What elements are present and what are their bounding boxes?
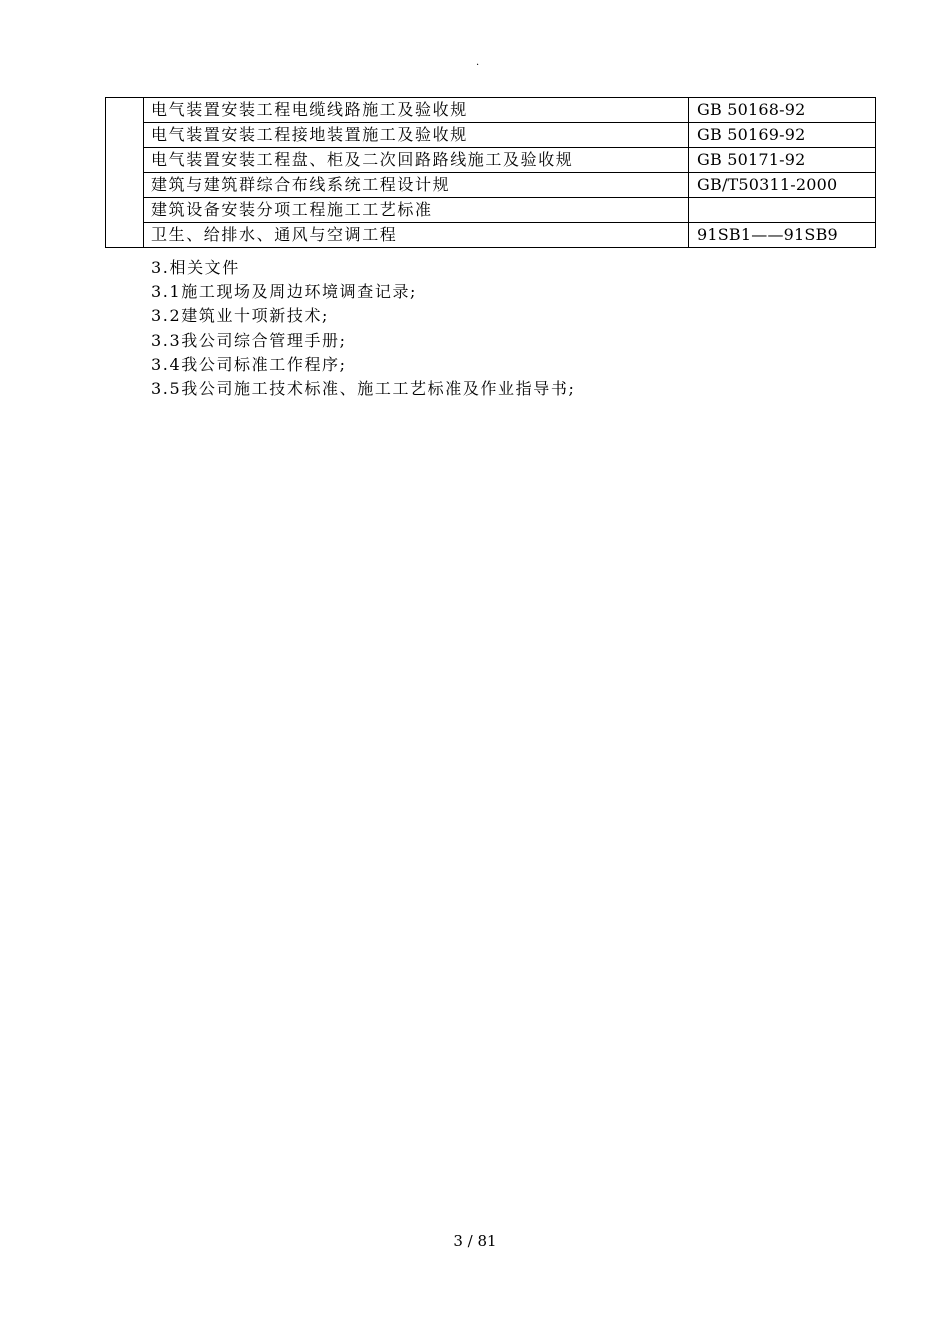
- section-heading: 3.相关文件: [151, 258, 240, 277]
- table-row: [106, 123, 876, 148]
- page-number: 3 / 81: [453, 1232, 497, 1250]
- list-item: 3.1施工现场及周边环境调查记录;: [151, 282, 418, 302]
- page-header-mark: .: [476, 57, 480, 68]
- table-row: [106, 148, 876, 173]
- standard-name-cell: 建筑与建筑群综合布线系统工程设计规: [144, 173, 689, 198]
- list-item: 3.3我公司综合管理手册;: [151, 330, 347, 350]
- standard-code-cell: [689, 198, 876, 223]
- table-category-cell: [106, 98, 144, 248]
- table-row: [106, 198, 876, 223]
- standard-name-cell: 建筑设备安装分项工程施工工艺标准: [144, 198, 689, 223]
- table-row: [106, 173, 876, 198]
- list-item: 3.4我公司标准工作程序;: [151, 354, 347, 374]
- standard-code-cell: 91SB1——91SB9: [689, 223, 876, 248]
- table-row: [106, 98, 876, 123]
- standard-code-cell: GB 50169-92: [689, 123, 876, 148]
- list-item: 3.5我公司施工技术标准、施工工艺标准及作业指导书;: [151, 378, 576, 398]
- standard-name-cell: 电气装置安装工程接地装置施工及验收规: [144, 123, 689, 148]
- table-row: [106, 223, 876, 248]
- standard-name-cell: 电气装置安装工程盘、柜及二次回路路线施工及验收规: [144, 148, 689, 173]
- list-item: 3.2建筑业十项新技术;: [151, 306, 330, 326]
- standard-code-cell: GB 50171-92: [689, 148, 876, 173]
- standard-name-cell: 卫生、给排水、通风与空调工程: [144, 223, 689, 248]
- standard-name-cell: 电气装置安装工程电缆线路施工及验收规: [144, 98, 689, 123]
- related-documents-section: [151, 256, 575, 401]
- standard-code-cell: GB 50168-92: [689, 98, 876, 123]
- standards-table: [105, 97, 876, 248]
- standard-code-cell: GB/T50311-2000: [689, 173, 876, 198]
